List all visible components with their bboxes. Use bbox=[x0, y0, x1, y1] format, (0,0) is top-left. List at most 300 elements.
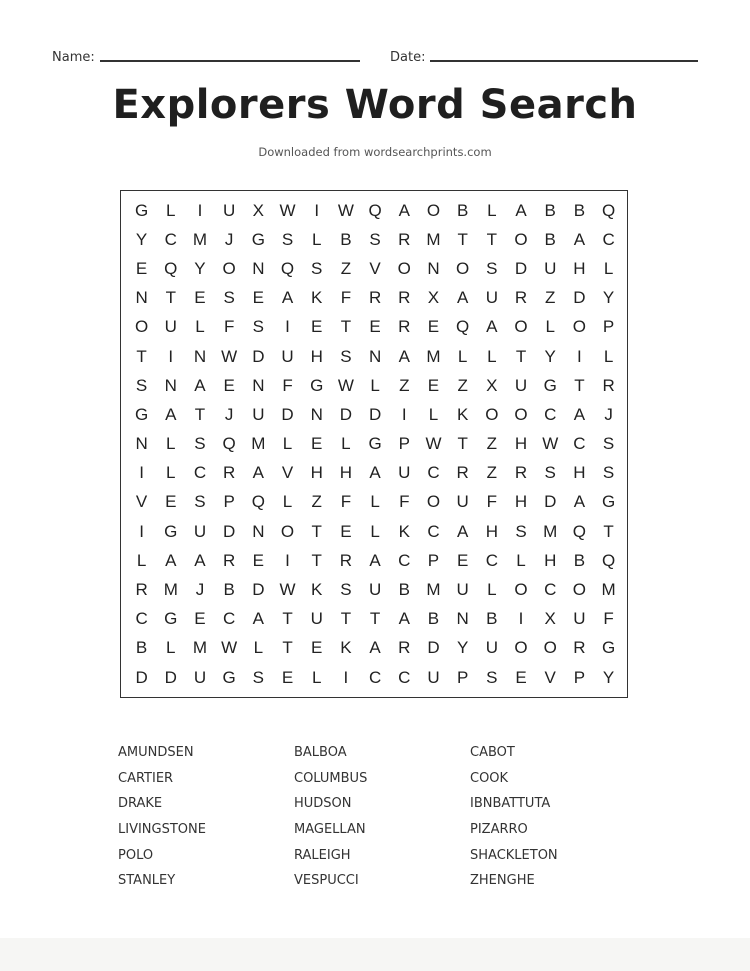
grid-letter[interactable]: E bbox=[135, 258, 148, 278]
grid-letter[interactable]: H bbox=[514, 492, 528, 512]
grid-letter[interactable]: Z bbox=[486, 463, 498, 483]
grid-letter[interactable]: S bbox=[515, 521, 527, 541]
grid-letter[interactable]: L bbox=[370, 375, 380, 395]
grid-letter[interactable]: U bbox=[456, 580, 469, 600]
grid-letter[interactable]: L bbox=[311, 667, 322, 687]
grid-letter[interactable]: C bbox=[223, 609, 236, 629]
grid-letter[interactable]: N bbox=[135, 434, 148, 454]
grid-letter[interactable]: U bbox=[485, 638, 498, 658]
grid-letter[interactable]: G bbox=[134, 404, 149, 424]
grid-letter[interactable]: D bbox=[573, 288, 586, 308]
grid-letter[interactable]: Z bbox=[457, 375, 468, 395]
word-search-grid-box bbox=[120, 190, 628, 698]
grid-letter[interactable]: T bbox=[340, 317, 352, 337]
grid-letter[interactable]: Q bbox=[601, 550, 616, 570]
grid-letter[interactable]: L bbox=[603, 258, 614, 278]
grid-letter[interactable]: N bbox=[252, 521, 265, 541]
grid-letter[interactable]: S bbox=[602, 463, 615, 483]
grid-letter[interactable]: F bbox=[399, 492, 410, 512]
grid-letter[interactable]: A bbox=[194, 550, 206, 570]
grid-letter[interactable]: R bbox=[602, 375, 615, 395]
grid-letter[interactable]: U bbox=[398, 463, 411, 483]
grid-letter[interactable]: B bbox=[135, 638, 148, 658]
grid-letter[interactable]: L bbox=[166, 200, 176, 220]
grid-letter[interactable]: Z bbox=[311, 492, 322, 512]
grid-letter[interactable]: T bbox=[282, 609, 293, 629]
grid-letter[interactable]: S bbox=[194, 434, 206, 454]
grid-letter[interactable]: T bbox=[311, 550, 322, 570]
grid-letter[interactable]: O bbox=[280, 521, 295, 541]
grid-letter[interactable]: C bbox=[193, 463, 207, 483]
grid-letter[interactable]: K bbox=[311, 580, 323, 600]
grid-letter[interactable]: L bbox=[311, 229, 322, 249]
grid-letter[interactable]: Z bbox=[399, 375, 410, 395]
grid-letter[interactable]: T bbox=[340, 609, 352, 629]
grid-letter[interactable]: M bbox=[426, 229, 441, 249]
grid-letter[interactable]: E bbox=[515, 667, 527, 687]
grid-letter[interactable]: E bbox=[427, 375, 440, 395]
grid-letter[interactable]: N bbox=[135, 288, 148, 308]
grid-letter[interactable]: I bbox=[139, 463, 144, 483]
word-list-item: LIVINGSTONE bbox=[118, 822, 206, 838]
grid-letter[interactable]: Q bbox=[572, 521, 587, 541]
grid-letter[interactable]: S bbox=[340, 346, 352, 366]
grid-letter[interactable]: F bbox=[223, 317, 235, 337]
grid-letter[interactable]: C bbox=[398, 667, 411, 687]
grid-letter[interactable]: I bbox=[285, 550, 290, 570]
grid-letter[interactable]: D bbox=[281, 404, 294, 424]
grid-letter[interactable]: B bbox=[223, 580, 235, 600]
grid-letter[interactable]: H bbox=[544, 550, 557, 570]
grid-letter[interactable]: T bbox=[369, 609, 381, 629]
grid-letter[interactable]: W bbox=[221, 638, 238, 658]
grid-letter[interactable]: S bbox=[311, 258, 323, 278]
grid-letter[interactable]: S bbox=[486, 667, 498, 687]
grid-letter[interactable]: U bbox=[164, 317, 177, 337]
grid-letter[interactable]: O bbox=[514, 580, 528, 600]
date-line[interactable] bbox=[430, 60, 698, 62]
grid-letter[interactable]: W bbox=[337, 375, 354, 395]
grid-letter[interactable]: L bbox=[282, 492, 293, 512]
grid-letter[interactable]: H bbox=[339, 463, 353, 483]
grid-letter[interactable]: L bbox=[516, 550, 526, 570]
grid-letter[interactable]: A bbox=[573, 492, 586, 512]
grid-letter[interactable]: G bbox=[310, 375, 324, 395]
grid-letter[interactable]: L bbox=[253, 638, 264, 658]
grid-letter[interactable]: I bbox=[401, 404, 407, 424]
grid-letter[interactable]: S bbox=[544, 463, 556, 483]
grid-letter[interactable]: B bbox=[573, 550, 586, 570]
grid-letter[interactable]: V bbox=[369, 258, 381, 278]
grid-letter[interactable]: U bbox=[544, 258, 557, 278]
grid-letter[interactable]: D bbox=[368, 404, 382, 424]
word-list-item: COLUMBUS bbox=[294, 770, 368, 786]
grid-letter[interactable]: O bbox=[514, 229, 528, 249]
grid-letter[interactable]: J bbox=[604, 404, 613, 424]
grid-letter[interactable]: X bbox=[252, 200, 265, 220]
grid-letter[interactable]: O bbox=[514, 404, 528, 424]
grid-letter[interactable]: A bbox=[515, 200, 527, 220]
grid-letter[interactable]: Y bbox=[544, 346, 556, 366]
grid-letter[interactable]: L bbox=[195, 317, 205, 337]
grid-letter[interactable]: B bbox=[456, 200, 469, 220]
grid-letter[interactable]: D bbox=[252, 346, 265, 366]
grid-letter[interactable]: L bbox=[487, 200, 497, 220]
grid-letter[interactable]: W bbox=[337, 200, 354, 220]
grid-letter[interactable]: E bbox=[223, 375, 235, 395]
grid-letter[interactable]: S bbox=[252, 317, 265, 337]
grid-letter[interactable]: A bbox=[398, 200, 410, 220]
grid-letter[interactable]: K bbox=[456, 404, 469, 424]
grid-letter[interactable]: Q bbox=[280, 258, 295, 278]
grid-letter[interactable]: R bbox=[514, 288, 528, 308]
grid-letter[interactable]: Y bbox=[194, 258, 206, 278]
grid-letter[interactable]: O bbox=[456, 258, 470, 278]
grid-letter[interactable]: U bbox=[427, 667, 440, 687]
grid-letter[interactable]: Q bbox=[456, 317, 470, 337]
grid-letter[interactable]: W bbox=[542, 434, 559, 454]
grid-letter[interactable]: C bbox=[485, 550, 498, 570]
grid-letter[interactable]: T bbox=[603, 521, 614, 541]
grid-letter[interactable]: H bbox=[485, 521, 498, 541]
grid-letter[interactable]: D bbox=[427, 638, 440, 658]
grid-letter[interactable]: L bbox=[166, 434, 176, 454]
grid-letter[interactable]: O bbox=[572, 317, 587, 337]
grid-letter[interactable]: U bbox=[252, 404, 265, 424]
grid-letter[interactable]: X bbox=[486, 375, 498, 395]
grid-letter[interactable]: N bbox=[310, 404, 323, 424]
grid-letter[interactable]: O bbox=[514, 638, 528, 658]
grid-letter[interactable]: C bbox=[398, 550, 411, 570]
grid-letter[interactable]: Z bbox=[486, 434, 498, 454]
grid-letter[interactable]: N bbox=[427, 258, 440, 278]
grid-letter[interactable]: J bbox=[224, 229, 234, 249]
grid-letter[interactable]: D bbox=[223, 521, 236, 541]
grid-letter[interactable]: R bbox=[339, 550, 353, 570]
grid-letter[interactable]: P bbox=[398, 434, 410, 454]
grid-letter[interactable]: D bbox=[252, 580, 265, 600]
grid-letter[interactable]: S bbox=[223, 288, 235, 308]
grid-letter[interactable]: E bbox=[194, 288, 206, 308]
word-list-item: COOK bbox=[470, 770, 509, 786]
word-list-item: POLO bbox=[118, 847, 154, 863]
grid-letter[interactable]: E bbox=[281, 667, 294, 687]
grid-letter[interactable]: A bbox=[573, 404, 586, 424]
grid-letter[interactable]: O bbox=[426, 492, 441, 512]
grid-letter[interactable]: L bbox=[166, 463, 176, 483]
grid-letter[interactable]: O bbox=[134, 317, 149, 337]
grid-letter[interactable]: X bbox=[427, 288, 440, 308]
grid-letter[interactable]: R bbox=[398, 317, 411, 337]
grid-letter[interactable]: I bbox=[518, 609, 524, 629]
grid-letter[interactable]: E bbox=[165, 492, 177, 512]
grid-letter[interactable]: K bbox=[311, 288, 323, 308]
grid-letter[interactable]: E bbox=[369, 317, 381, 337]
grid-letter[interactable]: G bbox=[164, 609, 178, 629]
grid-letter[interactable]: Q bbox=[222, 434, 236, 454]
grid-letter[interactable]: U bbox=[514, 375, 528, 395]
grid-letter[interactable]: B bbox=[427, 609, 440, 629]
grid-letter[interactable]: X bbox=[544, 609, 556, 629]
grid-letter[interactable]: L bbox=[282, 434, 293, 454]
grid-letter[interactable]: B bbox=[486, 609, 498, 629]
grid-letter[interactable]: H bbox=[310, 463, 323, 483]
grid-letter[interactable]: V bbox=[281, 463, 294, 483]
grid-letter[interactable]: A bbox=[281, 288, 294, 308]
grid-letter[interactable]: H bbox=[573, 463, 586, 483]
page-subtitle: Downloaded from wordsearchprints.com bbox=[258, 145, 492, 159]
grid-letter[interactable]: Q bbox=[164, 258, 178, 278]
grid-letter[interactable]: A bbox=[398, 346, 410, 366]
grid-letter[interactable]: N bbox=[252, 258, 265, 278]
grid-letter[interactable]: R bbox=[398, 638, 411, 658]
name-line[interactable] bbox=[100, 60, 360, 62]
grid-letter[interactable]: I bbox=[577, 346, 582, 366]
grid-letter[interactable]: A bbox=[165, 550, 177, 570]
grid-letter[interactable]: E bbox=[311, 317, 323, 337]
grid-letter[interactable]: Y bbox=[135, 229, 148, 249]
grid-letter[interactable]: Q bbox=[251, 492, 265, 512]
grid-letter[interactable]: L bbox=[487, 346, 497, 366]
grid-letter[interactable]: B bbox=[573, 200, 586, 220]
grid-letter[interactable]: D bbox=[339, 404, 353, 424]
grid-letter[interactable]: R bbox=[514, 463, 528, 483]
grid-letter[interactable]: L bbox=[370, 492, 380, 512]
grid-letter[interactable]: H bbox=[310, 346, 323, 366]
grid-letter[interactable]: U bbox=[223, 200, 236, 220]
grid-letter[interactable]: I bbox=[139, 521, 144, 541]
grid-letter[interactable]: T bbox=[515, 346, 527, 366]
grid-letter[interactable]: N bbox=[193, 346, 207, 366]
grid-letter[interactable]: M bbox=[192, 638, 208, 658]
grid-letter[interactable]: C bbox=[427, 463, 440, 483]
grid-letter[interactable]: C bbox=[368, 667, 382, 687]
grid-letter[interactable]: E bbox=[311, 434, 323, 454]
grid-letter[interactable]: N bbox=[164, 375, 177, 395]
grid-letter[interactable]: W bbox=[425, 434, 442, 454]
grid-letter[interactable]: F bbox=[340, 492, 352, 512]
grid-letter[interactable]: S bbox=[602, 434, 615, 454]
grid-letter[interactable]: N bbox=[456, 609, 469, 629]
grid-letter[interactable]: L bbox=[136, 550, 147, 570]
grid-letter[interactable]: R bbox=[573, 638, 586, 658]
grid-letter[interactable]: P bbox=[456, 667, 469, 687]
grid-letter[interactable]: Z bbox=[340, 258, 352, 278]
grid-letter[interactable]: P bbox=[573, 667, 586, 687]
grid-letter[interactable]: T bbox=[486, 229, 498, 249]
grid-letter[interactable]: S bbox=[340, 580, 352, 600]
grid-letter[interactable]: I bbox=[168, 346, 174, 366]
grid-letter[interactable]: Y bbox=[602, 667, 615, 687]
grid-letter[interactable]: B bbox=[544, 229, 556, 249]
grid-letter[interactable]: O bbox=[514, 317, 528, 337]
grid-letter[interactable]: A bbox=[369, 638, 381, 658]
grid-letter[interactable]: L bbox=[457, 346, 468, 366]
grid-letter[interactable]: M bbox=[426, 346, 441, 366]
grid-letter[interactable]: B bbox=[544, 200, 556, 220]
grid-letter[interactable]: E bbox=[252, 550, 265, 570]
word-list-item: RALEIGH bbox=[294, 847, 351, 863]
grid-letter[interactable]: J bbox=[224, 404, 234, 424]
grid-letter[interactable]: H bbox=[514, 434, 528, 454]
grid-letter[interactable]: S bbox=[194, 492, 206, 512]
grid-letter[interactable]: V bbox=[544, 667, 556, 687]
grid-letter[interactable]: I bbox=[343, 667, 349, 687]
grid-letter[interactable]: O bbox=[485, 404, 499, 424]
grid-letter[interactable]: T bbox=[282, 638, 293, 658]
grid-letter[interactable]: L bbox=[428, 404, 439, 424]
grid-letter[interactable]: K bbox=[340, 638, 352, 658]
grid-letter[interactable]: T bbox=[194, 404, 206, 424]
grid-letter[interactable]: L bbox=[545, 317, 555, 337]
grid-letter[interactable]: G bbox=[134, 200, 149, 220]
grid-letter[interactable]: T bbox=[457, 434, 468, 454]
grid-letter[interactable]: A bbox=[252, 609, 265, 629]
grid-letter[interactable]: U bbox=[310, 609, 323, 629]
grid-letter[interactable]: F bbox=[282, 375, 293, 395]
grid-letter[interactable]: C bbox=[544, 404, 557, 424]
grid-letter[interactable]: M bbox=[192, 229, 208, 249]
grid-letter[interactable]: R bbox=[135, 580, 148, 600]
grid-letter[interactable]: T bbox=[165, 288, 176, 308]
grid-letter[interactable]: E bbox=[427, 317, 440, 337]
grid-letter[interactable]: D bbox=[164, 667, 177, 687]
grid-letter[interactable]: D bbox=[514, 258, 528, 278]
grid-letter[interactable]: P bbox=[602, 317, 615, 337]
grid-letter[interactable]: I bbox=[314, 200, 320, 220]
grid-letter[interactable]: A bbox=[573, 229, 586, 249]
grid-letter[interactable]: S bbox=[486, 258, 498, 278]
grid-letter[interactable]: M bbox=[163, 580, 178, 600]
grid-letter[interactable]: I bbox=[197, 200, 203, 220]
grid-letter[interactable]: G bbox=[164, 521, 178, 541]
grid-letter[interactable]: E bbox=[252, 288, 265, 308]
grid-letter[interactable]: N bbox=[252, 375, 265, 395]
grid-letter[interactable]: D bbox=[135, 667, 148, 687]
grid-letter[interactable]: F bbox=[486, 492, 498, 512]
grid-letter[interactable]: M bbox=[543, 521, 558, 541]
grid-letter[interactable]: U bbox=[193, 667, 207, 687]
grid-letter[interactable]: I bbox=[285, 317, 290, 337]
grid-letter[interactable]: S bbox=[135, 375, 148, 395]
grid-letter[interactable]: E bbox=[194, 609, 206, 629]
grid-letter[interactable]: G bbox=[368, 434, 382, 454]
grid-letter[interactable]: J bbox=[195, 580, 205, 600]
grid-letter[interactable]: A bbox=[369, 550, 381, 570]
grid-letter[interactable]: L bbox=[487, 580, 497, 600]
grid-letter[interactable]: A bbox=[194, 375, 206, 395]
grid-letter[interactable]: N bbox=[368, 346, 382, 366]
grid-letter[interactable]: M bbox=[426, 580, 441, 600]
grid-letter[interactable]: E bbox=[340, 521, 352, 541]
grid-letter[interactable]: D bbox=[544, 492, 557, 512]
grid-letter[interactable]: Y bbox=[602, 288, 615, 308]
grid-letter[interactable]: V bbox=[135, 492, 148, 512]
grid-letter[interactable]: E bbox=[456, 550, 469, 570]
grid-letter[interactable]: C bbox=[573, 434, 586, 454]
grid-letter[interactable]: K bbox=[398, 521, 410, 541]
grid-letter[interactable]: O bbox=[543, 638, 557, 658]
grid-letter[interactable]: G bbox=[543, 375, 557, 395]
grid-letter[interactable]: E bbox=[311, 638, 323, 658]
grid-letter[interactable]: R bbox=[398, 229, 411, 249]
grid-letter[interactable]: F bbox=[340, 288, 352, 308]
grid-letter[interactable]: L bbox=[166, 638, 176, 658]
grid-letter[interactable]: T bbox=[311, 521, 322, 541]
grid-letter[interactable]: A bbox=[456, 521, 469, 541]
grid-letter[interactable]: U bbox=[573, 609, 586, 629]
word-list-item: SHACKLETON bbox=[470, 847, 558, 863]
grid-letter[interactable]: P bbox=[223, 492, 235, 512]
grid-letter[interactable]: B bbox=[398, 580, 410, 600]
grid-letter[interactable]: H bbox=[573, 258, 586, 278]
grid-letter[interactable]: L bbox=[603, 346, 614, 366]
grid-letter[interactable]: U bbox=[456, 492, 469, 512]
grid-letter[interactable]: U bbox=[193, 521, 207, 541]
grid-letter[interactable]: F bbox=[603, 609, 614, 629]
grid-letter[interactable]: W bbox=[279, 200, 296, 220]
grid-letter[interactable]: M bbox=[601, 580, 616, 600]
grid-letter[interactable]: Y bbox=[456, 638, 469, 658]
grid-letter[interactable]: S bbox=[252, 667, 265, 687]
grid-letter[interactable]: T bbox=[457, 229, 468, 249]
grid-letter[interactable]: L bbox=[341, 434, 351, 454]
grid-letter[interactable]: A bbox=[456, 288, 469, 308]
grid-letter[interactable]: R bbox=[223, 463, 236, 483]
grid-letter[interactable]: A bbox=[369, 463, 381, 483]
grid-letter[interactable]: C bbox=[544, 580, 557, 600]
grid-letter[interactable]: W bbox=[221, 346, 238, 366]
grid-letter[interactable]: G bbox=[601, 638, 616, 658]
grid-letter[interactable]: Q bbox=[368, 200, 382, 220]
grid-letter[interactable]: M bbox=[251, 434, 266, 454]
grid-letter[interactable]: L bbox=[370, 521, 380, 541]
grid-letter[interactable]: R bbox=[398, 288, 411, 308]
grid-letter[interactable]: O bbox=[397, 258, 411, 278]
grid-letter[interactable]: S bbox=[281, 229, 294, 249]
grid-letter[interactable]: G bbox=[222, 667, 236, 687]
word-list-item: MAGELLAN bbox=[294, 822, 366, 838]
grid-letter[interactable]: S bbox=[369, 229, 381, 249]
grid-letter[interactable]: R bbox=[368, 288, 382, 308]
grid-letter[interactable]: T bbox=[574, 375, 585, 395]
grid-letter[interactable]: U bbox=[485, 288, 498, 308]
grid-letter[interactable]: C bbox=[164, 229, 177, 249]
grid-letter[interactable]: U bbox=[281, 346, 294, 366]
grid-letter[interactable]: A bbox=[486, 317, 498, 337]
grid-letter[interactable]: R bbox=[223, 550, 236, 570]
grid-letter[interactable]: Q bbox=[601, 200, 616, 220]
grid-letter[interactable]: G bbox=[251, 229, 265, 249]
grid-letter[interactable]: G bbox=[601, 492, 616, 512]
grid-letter[interactable]: C bbox=[427, 521, 440, 541]
grid-letter[interactable]: A bbox=[252, 463, 265, 483]
grid-letter[interactable]: Z bbox=[545, 288, 556, 308]
grid-letter[interactable]: C bbox=[135, 609, 148, 629]
grid-letter[interactable]: P bbox=[427, 550, 440, 570]
grid-letter[interactable]: R bbox=[456, 463, 469, 483]
grid-letter[interactable]: C bbox=[602, 229, 615, 249]
grid-letter[interactable]: T bbox=[136, 346, 147, 366]
grid-letter[interactable]: A bbox=[398, 609, 410, 629]
grid-letter[interactable]: O bbox=[222, 258, 236, 278]
grid-letter[interactable]: W bbox=[279, 580, 296, 600]
grid-letter[interactable]: U bbox=[368, 580, 382, 600]
grid-letter[interactable]: O bbox=[572, 580, 587, 600]
grid-letter[interactable]: O bbox=[426, 200, 441, 220]
grid-letter[interactable]: A bbox=[165, 404, 177, 424]
grid-letter[interactable]: B bbox=[340, 229, 352, 249]
